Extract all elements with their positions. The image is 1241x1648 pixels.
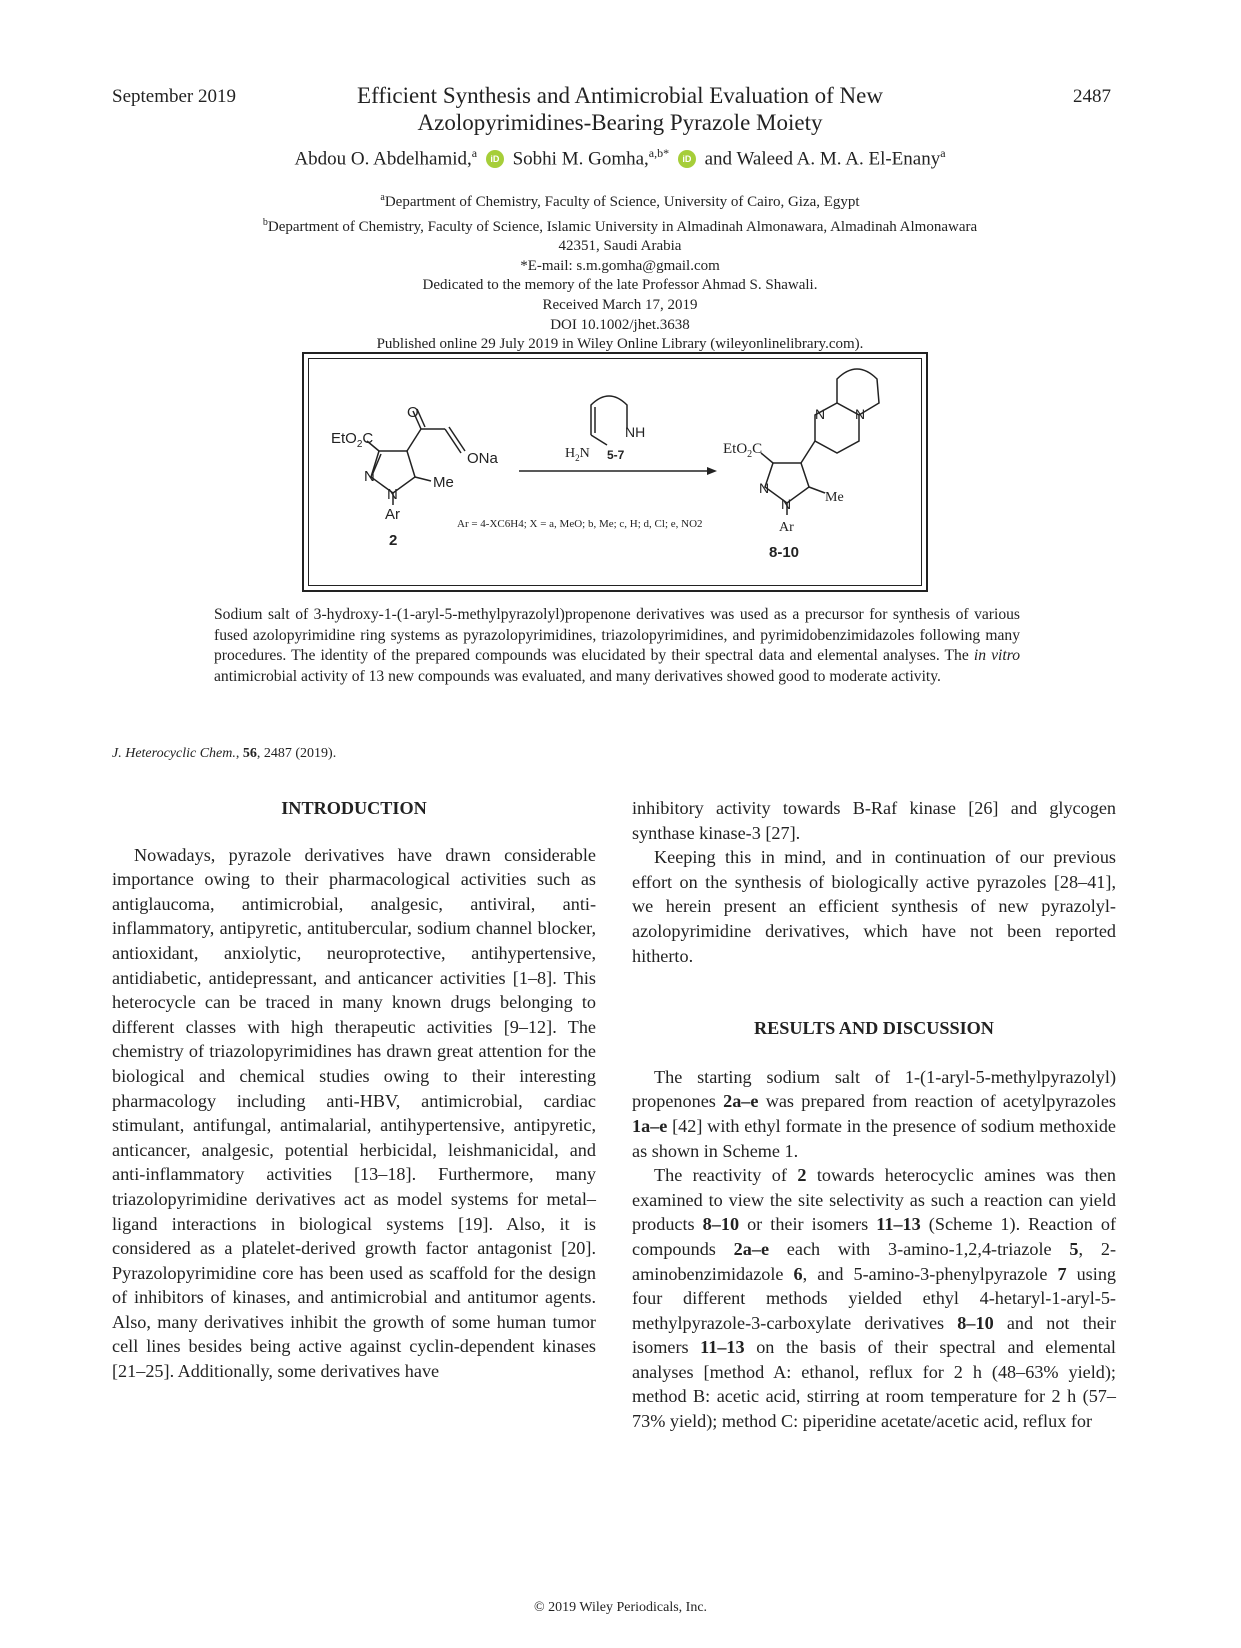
rp2-a: The reactivity of bbox=[654, 1165, 798, 1186]
affiliation-a bbox=[160, 188, 1080, 213]
h2n-sub: 2 bbox=[575, 453, 580, 463]
rp2-c: towards heterocyclic amines was then examined to view the site selectivity as such a reaction can yield products bbox=[632, 1165, 1116, 1235]
product-methyl: Me bbox=[825, 490, 844, 505]
affil-a-sup: a bbox=[380, 192, 385, 203]
received-date: Received March 17, 2019 bbox=[542, 296, 698, 313]
citation-sep: , bbox=[235, 746, 243, 761]
header-date: September 2019 bbox=[112, 86, 237, 107]
rp2-f: 11–13 bbox=[876, 1214, 921, 1235]
ester-label-product bbox=[723, 441, 762, 460]
methyl-label: Me bbox=[433, 474, 454, 491]
affil-b-sup: b bbox=[262, 216, 268, 228]
h2n-n: N bbox=[579, 446, 590, 461]
ester-bond-product bbox=[761, 453, 773, 463]
product-aryl: Ar bbox=[779, 520, 794, 535]
product-structure bbox=[761, 369, 879, 515]
abstract-text-1: Sodium salt of 3-hydroxy-1-(1-aryl-5-methylpyrazolyl)propenone derivatives was used as a precursor for synthesis of various fused azolopyrimidine ring systems as pyrazolopyrimidines, triazolopyrimidines, and pyrimidobenzimidazoles following many procedures. The identity of the prepared compounds was elucidated by their spectral data and elemental analyses. The bbox=[214, 606, 1020, 665]
citation-rest: , 2487 (2019). bbox=[256, 746, 337, 761]
ester-eto: EtO bbox=[331, 430, 357, 447]
right-column bbox=[632, 796, 1116, 1434]
reagent-label: 5-7 bbox=[607, 448, 625, 462]
ester-label bbox=[331, 430, 373, 450]
abstract-text-2: antimicrobial activity of 13 new compounds was evaluated, and many derivatives showed good to moderate activity. bbox=[214, 667, 941, 685]
published-online: Published online 29 July 2019 in Wiley Online Library (wileyonlinelibrary.com). bbox=[376, 336, 864, 353]
methyl-bond bbox=[415, 477, 431, 481]
rp2-l: 6 bbox=[793, 1263, 803, 1284]
title-line-1: Efficient Synthesis and Antimicrobial Evaluation of New bbox=[357, 83, 883, 108]
author-3: Waleed A. M. A. El-Enany bbox=[736, 148, 941, 170]
motivation-paragraph: Keeping this in mind, and in continuation of our previous effort on the synthesis of biologically active pyrazoles [28–41], we herein present an efficient synthesis of new pyrazolyl-azolopyrimidine derivatives, which have not been reported hitherto. bbox=[632, 847, 1116, 966]
product-ester-sub: 2 bbox=[747, 449, 753, 460]
author-3-affil: a bbox=[940, 146, 946, 160]
aryl-label: Ar bbox=[385, 506, 400, 523]
azine-bond bbox=[591, 435, 607, 445]
continuation-paragraph: inhibitory activity towards B-Raf kinase [26] and glycogen synthase kinase-3 [27]. bbox=[632, 798, 1116, 843]
rp2-p: 8–10 bbox=[957, 1312, 994, 1333]
reaction-scheme-svg bbox=[309, 359, 921, 585]
affiliations bbox=[160, 188, 1080, 355]
rp2-n: 7 bbox=[1057, 1263, 1067, 1284]
orcid-icon[interactable]: iD bbox=[678, 150, 696, 168]
ester-sub: 2 bbox=[356, 439, 363, 450]
carbonyl-o: O bbox=[407, 404, 419, 421]
doi[interactable]: DOI 10.1002/jhet.3638 bbox=[550, 316, 690, 333]
affil-b-text: Department of Chemistry, Faculty of Science, Islamic University in Almadinah Almonawara, Almadinah Almonawara bbox=[267, 218, 978, 235]
rp2-j: 5 bbox=[1069, 1238, 1079, 1259]
author-and: and bbox=[704, 148, 733, 170]
nh-label: NH bbox=[625, 424, 646, 440]
product-ester-eto: EtO bbox=[723, 441, 748, 457]
author-1: Abdou O. Abdelhamid, bbox=[294, 148, 472, 170]
left-column bbox=[112, 796, 596, 1384]
rp1-e: [42] with ethyl formate in the presence of sodium methoxide as shown in Scheme 1. bbox=[632, 1115, 1116, 1161]
azine-ring bbox=[591, 396, 627, 435]
page-number: 2487 bbox=[1073, 86, 1111, 107]
affil-a-text: Department of Chemistry, Faculty of Science, University of Cairo, Giza, Egypt bbox=[384, 194, 860, 210]
rp2-h: 2a–e bbox=[733, 1238, 770, 1259]
rp2-q: and not their isomers bbox=[632, 1312, 1116, 1358]
results-heading: RESULTS AND DISCUSSION bbox=[754, 1018, 994, 1039]
product-n-1: N bbox=[759, 480, 770, 496]
introduction-heading: INTRODUCTION bbox=[281, 798, 427, 818]
rp2-e: or their isomers bbox=[739, 1214, 877, 1235]
author-2-affil: a,b* bbox=[648, 146, 670, 160]
dedication: Dedicated to the memory of the late Professor Ahmad S. Shawali. bbox=[422, 277, 818, 294]
rp2-r: 11–13 bbox=[700, 1337, 745, 1358]
bond-to-carbonyl bbox=[407, 429, 421, 451]
reaction-arrowhead bbox=[707, 467, 717, 475]
bond-to-pyrimidine bbox=[801, 441, 815, 463]
introduction-paragraph: Nowadays, pyrazole derivatives have drawn considerable importance owing to their pharmacological activities such as antiglaucoma, antimicrobial, analgesic, antiviral, anti-inflammatory, antipyretic, antitubercular, sodium channel blocker, antioxidant, anxiolytic, neuroprotective, antihypertensive, antidiabetic, antidepressant, and anticancer activities [1–8]. This heterocycle can be traced in many known drugs belonging to different classes with high therapeutic activities [9–12]. The chemistry of triazolopyrimidines has drawn great attention for the biological and chemical studies owing to their interesting pharmacology including anti-HBV, antimicrobial, cardiac stimulant, antifungal, antimalarial, antihypertensive, antipyretic, anticancer, analgesic, potential herbicidal, leishmanicidal, and anti-inflammatory activities [13–18]. Furthermore, many triazolopyrimidine derivatives act as model systems for metal–ligand interactions in biological systems [19]. Also, it is considered as a platelet-derived growth factor antagonist [20]. Pyrazolopyrimidine core has been used as scaffold for the design of inhibitors of kinases, and antimicrobial and antitumor agents. Also, many derivatives inhibit the growth of some human tumor cell lines besides being active against cyclin-dependent kinases [21–25]. Additionally, some derivatives have bbox=[112, 844, 596, 1382]
rp2-g: (Scheme 1). Reaction of compounds bbox=[632, 1214, 1116, 1259]
affiliation-b-cont: 42351, Saudi Arabia bbox=[558, 238, 682, 255]
rp2-o: using four different methods yielded ethyl 4-hetaryl-1-aryl-5-methylpyrazole-3-carboxylate derivatives bbox=[632, 1263, 1117, 1333]
citation-journal: J. Heterocyclic Chem. bbox=[112, 746, 236, 761]
rp2-b: 2 bbox=[797, 1165, 807, 1186]
orcid-icon[interactable]: iD bbox=[486, 150, 504, 168]
compound-2-label: 2 bbox=[389, 532, 398, 549]
results-paragraph-2 bbox=[632, 1163, 1116, 1434]
rp2-d: 8–10 bbox=[702, 1214, 740, 1235]
journal-citation bbox=[112, 746, 336, 762]
aminoazine-reagent bbox=[591, 396, 627, 445]
copyright-footer: © 2019 Wiley Periodicals, Inc. bbox=[533, 1600, 708, 1615]
citation-volume: 56 bbox=[242, 746, 257, 761]
methyl-bond-product bbox=[809, 487, 825, 493]
results-paragraph-1 bbox=[632, 1065, 1116, 1163]
rp1-c: was prepared from reaction of acetylpyrazoles bbox=[758, 1091, 1116, 1112]
rp1-b: 2a–e bbox=[723, 1091, 759, 1112]
n-label-2: N bbox=[387, 486, 398, 503]
pyrimidine-n-1: N bbox=[815, 406, 826, 422]
rp2-k: , 2-aminobenzimidazole bbox=[632, 1238, 1116, 1284]
rp1-a: The starting sodium salt of 1-(1-aryl-5-methylpyrazolyl) propenones bbox=[632, 1066, 1116, 1112]
n-label-1: N bbox=[364, 468, 375, 485]
graphical-abstract-scheme bbox=[302, 352, 928, 592]
rp2-m: , and 5-amino-3-phenylpyrazole bbox=[802, 1263, 1058, 1284]
pyrimidine-n-2: N bbox=[855, 406, 866, 422]
author-2: Sobhi M. Gomha, bbox=[512, 148, 649, 170]
rp1-d: 1a–e bbox=[632, 1115, 668, 1136]
affiliation-b bbox=[160, 213, 1080, 238]
product-n-2: N bbox=[781, 496, 792, 512]
scheme-inner-frame bbox=[308, 358, 922, 586]
h2n-label bbox=[565, 446, 590, 463]
rp2-i: each with 3-amino-1,2,4-triazole bbox=[769, 1238, 1070, 1259]
author-list bbox=[160, 146, 1080, 170]
rp2-s: on the basis of their spectral and elemental analyses [method A: ethanol, reflux for 2 h (48–63% yield); method B: acetic acid, stirring at room temperature for 2 h (57–73% yield); method C: piperidine acetate/acetic acid, reflux for bbox=[632, 1337, 1116, 1432]
abstract-italic: in vitro bbox=[973, 647, 1020, 665]
product-ester-c: C bbox=[752, 441, 763, 457]
corresponding-email[interactable]: *E-mail: s.m.gomha@gmail.com bbox=[520, 257, 720, 274]
ona-label: ONa bbox=[467, 450, 498, 467]
author-1-affil: a bbox=[471, 146, 478, 160]
article-title bbox=[300, 82, 940, 136]
title-line-2: Azolopyrimidines-Bearing Pyrazole Moiety bbox=[417, 110, 823, 135]
compound-8-10-label: 8-10 bbox=[769, 544, 800, 561]
ester-c: C bbox=[362, 430, 374, 447]
aryl-definition: Ar = 4-XC6H4; X = a, MeO; b, Me; c, H; d, Cl; e, NO2 bbox=[457, 518, 703, 530]
h2n-h: H bbox=[565, 446, 576, 461]
abstract bbox=[214, 605, 1020, 687]
